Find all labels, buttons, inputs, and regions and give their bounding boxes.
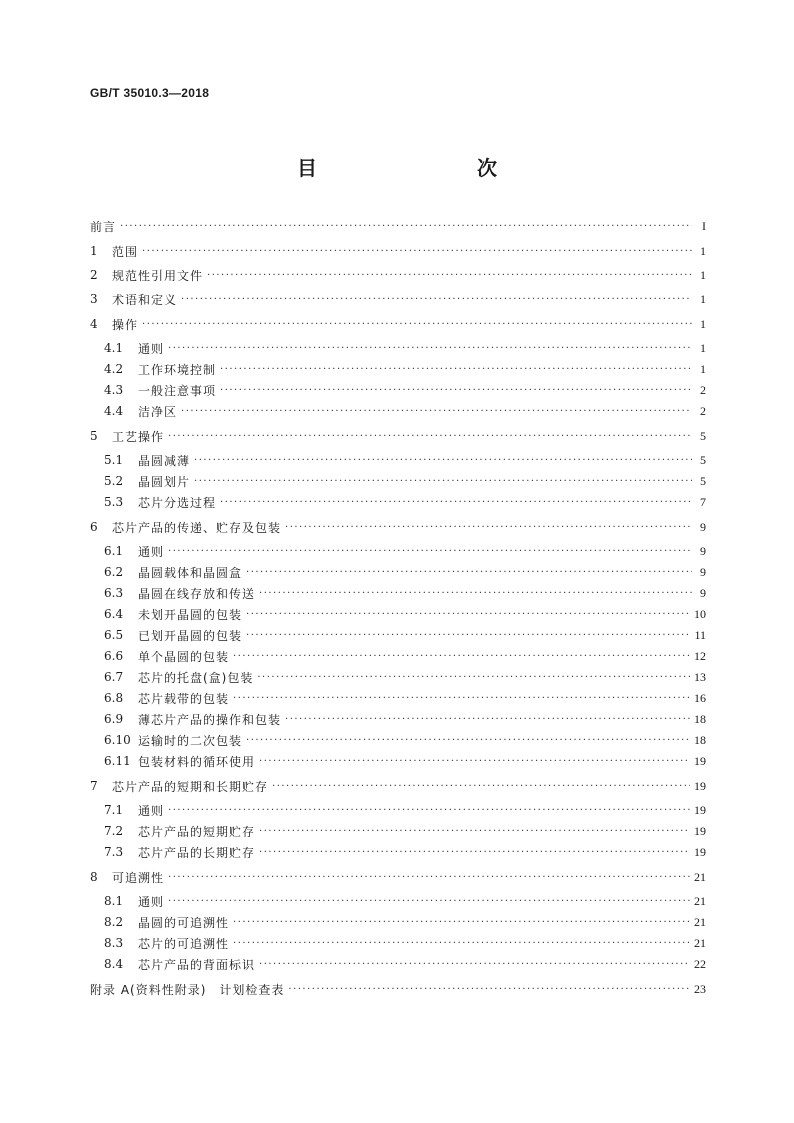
toc-page-number: 7 [700,494,706,509]
toc-entry[interactable] [90,472,706,490]
toc-entry-number: 4 [90,317,98,331]
toc-entry-number: 4.3 [104,383,124,397]
toc-page-number: 21 [694,893,706,908]
toc-entry-number: 6.10 [104,733,131,747]
toc-page-number: 5 [700,452,706,467]
toc-entry[interactable] [90,934,706,952]
toc-leader-dots [142,319,692,330]
toc-page-number: 5 [700,428,706,443]
toc-entry-label: 规范性引用文件 [112,268,204,283]
toc-leader-dots [285,522,692,533]
toc-entry-number: 6.7 [104,670,124,684]
page-title: 目 次 [297,156,537,180]
toc-leader-dots [120,221,692,232]
toc-page-number: 13 [694,669,706,684]
toc-leader-dots [194,455,692,466]
toc-leader-dots [233,651,690,662]
toc-page-number: 12 [694,648,706,663]
toc-entry[interactable] [90,647,706,665]
toc-entry-label: 芯片分选过程 [138,495,217,510]
toc-entry-label: 前言 [90,219,117,234]
toc-page-number: 1 [700,243,706,258]
toc-page-number: 9 [700,519,706,534]
toc-entry-label: 范围 [112,244,139,259]
toc-leader-dots [257,672,690,683]
toc-leader-dots [181,406,692,417]
toc-entry-label: 晶圆减薄 [138,453,191,468]
toc-leader-dots [194,476,692,487]
toc-leader-dots [220,364,692,375]
toc-entry-label: 晶圆的可追溯性 [138,915,230,930]
toc-page-number: 19 [694,778,706,793]
toc-entry[interactable] [90,518,706,536]
toc-leader-dots [142,246,692,257]
toc-page-number: 1 [700,291,706,306]
toc-entry[interactable] [90,822,706,840]
toc-page-number: 18 [694,711,706,726]
toc-entry-label: 晶圆在线存放和传送 [138,586,256,601]
toc-entry[interactable] [90,913,706,931]
toc-leader-dots [259,959,690,970]
toc-entry-label: 已划开晶圆的包装 [138,628,243,643]
toc-entry[interactable] [90,892,706,910]
toc-entry-number: 4.1 [104,341,124,355]
toc-leader-dots [246,567,692,578]
toc-page-number: 21 [694,914,706,929]
toc-entry[interactable] [90,266,706,284]
toc-entry-label: 术语和定义 [112,292,178,307]
toc-page-number: 11 [694,627,706,642]
toc-leader-dots [285,714,690,725]
toc-leader-dots [233,917,690,928]
toc-entry[interactable] [90,315,706,333]
standard-code: GB/T 35010.3—2018 [90,86,210,100]
toc-entry-label: 芯片产品的短期贮存 [138,824,256,839]
toc-entry-label: 通则 [138,341,165,356]
toc-entry[interactable] [90,381,706,399]
toc-entry-number: 1 [90,244,98,258]
toc-entry-number: 6.1 [104,544,124,558]
toc-entry[interactable] [90,584,706,602]
toc-leader-dots [220,497,692,508]
toc-entry-number: 6.6 [104,649,124,663]
toc-entry-number: 7 [90,779,98,793]
toc-entry-label: 通则 [138,894,165,909]
toc-entry[interactable] [90,955,706,973]
toc-entry-label: 包装材料的循环使用 [138,754,256,769]
toc-entry[interactable] [90,290,706,308]
toc-entry[interactable] [90,427,706,445]
toc-entry-number: 6.11 [104,754,131,768]
toc-entry-label: 单个晶圆的包装 [138,649,230,664]
toc-entry-label: 芯片产品的短期和长期贮存 [112,779,269,794]
toc-entry-number: 7.2 [104,824,124,838]
toc-page-number: 9 [700,543,706,558]
toc-page-number: 1 [700,267,706,282]
toc-leader-dots [233,938,690,949]
toc-entry[interactable] [90,242,706,260]
toc-leader-dots [168,872,690,883]
toc-page-number: 2 [700,403,706,418]
toc-leader-dots [168,896,690,907]
toc-entry-label: 未划开晶圆的包装 [138,607,243,622]
toc-leader-dots [259,826,690,837]
toc-entry-number: 7.3 [104,845,124,859]
toc-leader-dots [246,735,690,746]
toc-page-number: 19 [694,802,706,817]
toc-entry-label: 芯片的可追溯性 [138,936,230,951]
toc-entry-number: 6.3 [104,586,124,600]
toc-entry[interactable] [90,360,706,378]
toc-leader-dots [272,781,690,792]
toc-leader-dots [246,609,690,620]
toc-leader-dots [207,270,692,281]
toc-entry[interactable] [90,668,706,686]
toc-entry-number: 8.4 [104,957,124,971]
toc-leader-dots [168,431,692,442]
toc-leader-dots [259,588,692,599]
toc-entry-label: 芯片产品的背面标识 [138,957,256,972]
toc-entry-number: 8.2 [104,915,124,929]
toc-entry-label: 洁净区 [138,404,178,419]
toc-page-number: 22 [694,956,706,971]
toc-page-number: 2 [700,382,706,397]
toc-page-number: 21 [694,869,706,884]
toc-entry-label: 工艺操作 [112,429,165,444]
toc-entry[interactable] [90,339,706,357]
toc-page-number: 1 [700,361,706,376]
toc-entry[interactable] [90,217,706,235]
toc-entry-label: 附录 A(资料性附录) 计划检查表 [90,982,285,997]
toc-entry-number: 6.5 [104,628,124,642]
toc-leader-dots [259,756,690,767]
toc-entry-label: 芯片载带的包装 [138,691,230,706]
toc-entry[interactable] [90,752,706,770]
toc-entry-label: 芯片的托盘(盒)包装 [138,670,254,685]
toc-entry-label: 芯片产品的长期贮存 [138,845,256,860]
toc-page-number: 5 [700,473,706,488]
toc-entry-label: 一般注意事项 [138,383,217,398]
toc-page-number: 19 [694,753,706,768]
toc-page-number: I [702,218,706,233]
toc-page-number: 10 [694,606,706,621]
toc-entry-number: 4.2 [104,362,124,376]
toc-entry-number: 5.2 [104,474,124,488]
toc-leader-dots [220,385,692,396]
toc-entry-label: 通则 [138,803,165,818]
toc-entry-number: 5 [90,429,98,443]
toc-entry[interactable] [90,731,706,749]
toc-entry-label: 薄芯片产品的操作和包装 [138,712,282,727]
toc-entry[interactable] [90,493,706,511]
toc-entry[interactable] [90,868,706,886]
toc-entry-label: 晶圆载体和晶圆盒 [138,565,243,580]
toc-page-number: 23 [694,981,706,996]
toc-page-number: 18 [694,732,706,747]
toc-leader-dots [288,984,690,995]
toc-entry-label: 芯片产品的传递、贮存及包装 [112,520,282,535]
toc-entry-label: 运输时的二次包装 [138,733,243,748]
toc-entry-number: 8.3 [104,936,124,950]
toc-entry[interactable] [90,710,706,728]
toc-page-number: 19 [694,844,706,859]
toc-entry-label: 工作环境控制 [138,362,217,377]
toc-page-number: 21 [694,935,706,950]
toc-entry-number: 7.1 [104,803,124,817]
toc-leader-dots [168,546,692,557]
toc-entry-number: 6.9 [104,712,124,726]
toc-entry[interactable] [90,626,706,644]
toc-entry[interactable] [90,451,706,469]
toc-entry-number: 8 [90,870,98,884]
toc-entry-number: 6.2 [104,565,124,579]
toc-page-number: 9 [700,585,706,600]
toc-leader-dots [168,343,692,354]
toc-entry[interactable] [90,980,706,998]
toc-entry[interactable] [90,402,706,420]
toc-entry[interactable] [90,843,706,861]
toc-entry-number: 2 [90,268,98,282]
toc-page-number: 1 [700,340,706,355]
toc-entry-label: 通则 [138,544,165,559]
toc-entry-number: 5.1 [104,453,124,467]
toc-leader-dots [246,630,690,641]
toc-entry-number: 6.4 [104,607,124,621]
toc-leader-dots [168,805,690,816]
toc-entry[interactable] [90,563,706,581]
toc-entry[interactable] [90,689,706,707]
toc-entry-number: 5.3 [104,495,124,509]
toc-entry-number: 4.4 [104,404,124,418]
toc-leader-dots [233,693,690,704]
toc-entry-label: 可追溯性 [112,870,165,885]
toc-entry-number: 8.1 [104,894,124,908]
toc-entry[interactable] [90,777,706,795]
toc-entry-label: 晶圆划片 [138,474,191,489]
toc-leader-dots [181,294,692,305]
toc-page-number: 9 [700,564,706,579]
toc-entry-label: 操作 [112,317,139,332]
toc-entry[interactable] [90,801,706,819]
toc-page-number: 1 [700,316,706,331]
toc-page-number: 16 [694,690,706,705]
toc-entry-number: 3 [90,292,98,306]
toc-entry-number: 6.8 [104,691,124,705]
toc-entry-number: 6 [90,520,98,534]
toc-page-number: 19 [694,823,706,838]
toc-entry[interactable] [90,542,706,560]
toc-entry[interactable] [90,605,706,623]
toc-leader-dots [259,847,690,858]
